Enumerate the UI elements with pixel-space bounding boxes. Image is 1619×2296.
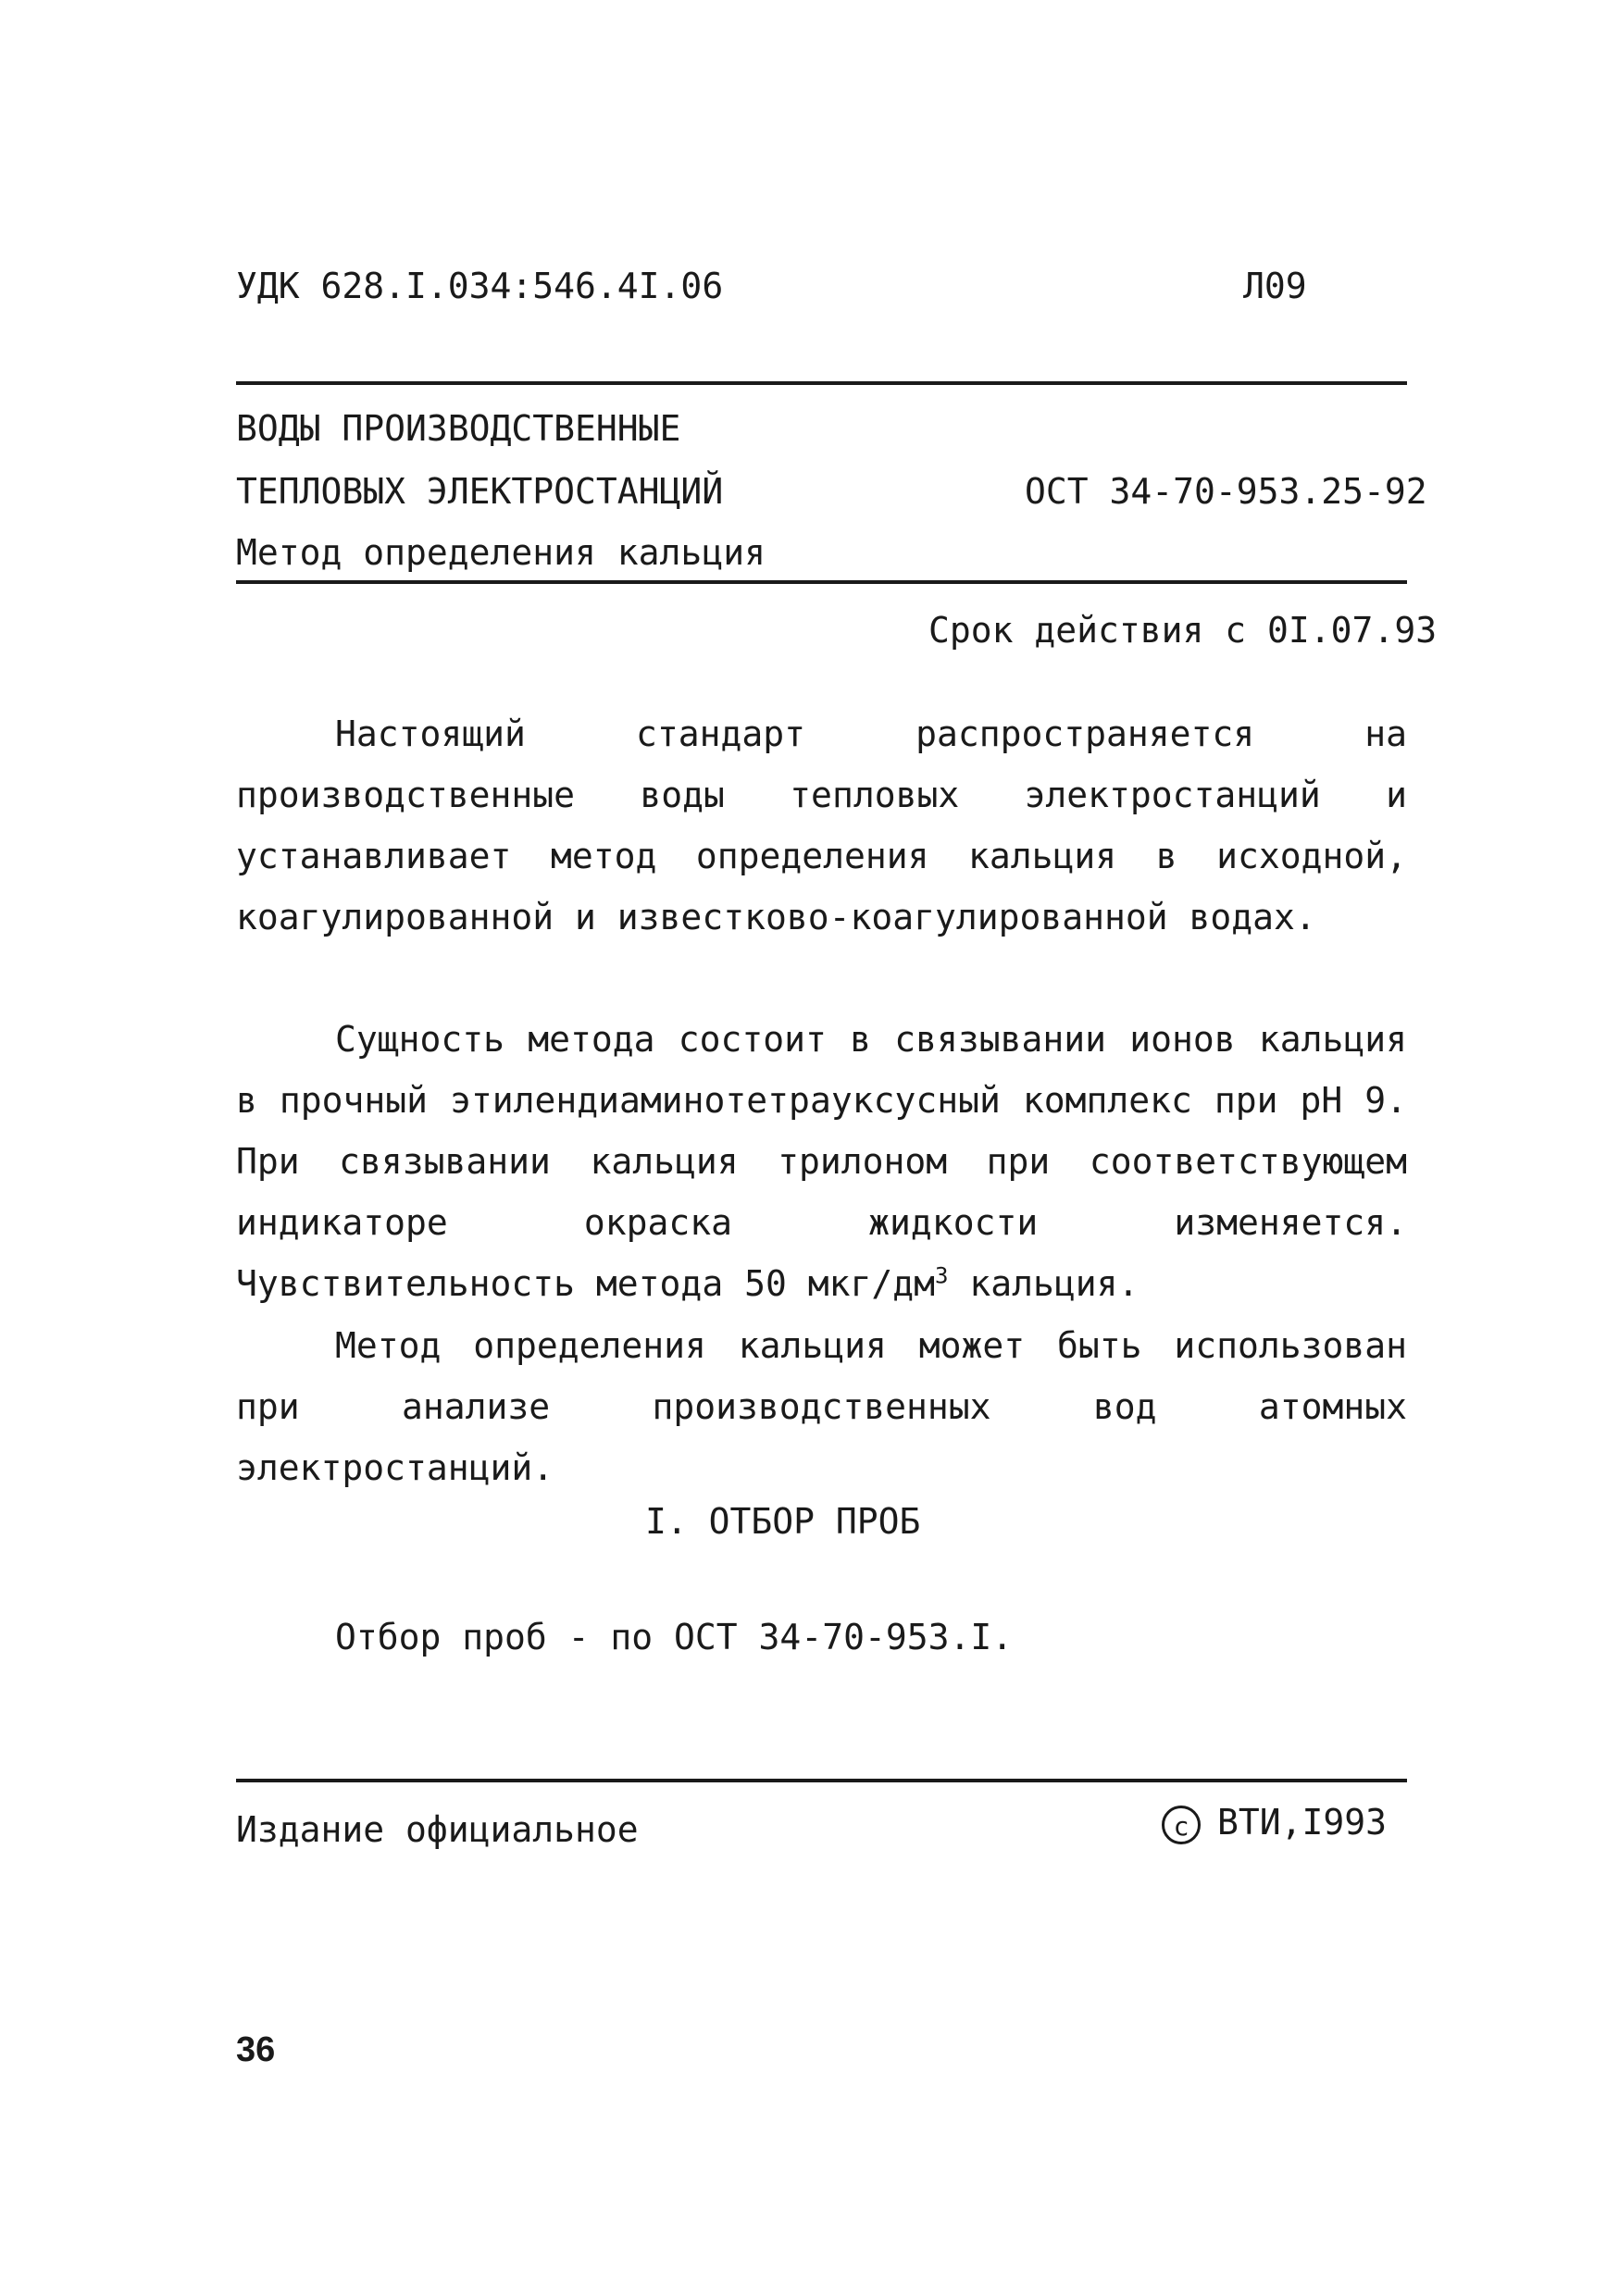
- page-number: 36: [236, 2030, 276, 2069]
- edition-label: Издание официальное: [236, 1809, 639, 1850]
- footer-rule: [236, 1779, 1407, 1782]
- sampling-text: Отбор проб - по ОСТ 34-70-953.I.: [335, 1617, 1014, 1657]
- cubic-superscript: 3: [934, 1262, 949, 1289]
- applicability-paragraph: Метод определения кальция может быть использован при анализе производственных вод атомных электростанций.: [236, 1325, 1407, 1488]
- validity-date: Срок действия с 0I.07.93: [928, 610, 1438, 651]
- title-line-2: ТЕПЛОВЫХ ЭЛЕКТРОСТАНЦИЙ: [236, 471, 724, 512]
- title-line-1: ВОДЫ ПРОИЗВОДСТВЕННЫЕ: [236, 408, 681, 449]
- copyright-icon: c: [1162, 1806, 1201, 1844]
- method-essence-paragraph: [236, 1009, 1407, 1314]
- method-essence-tail: кальция.: [948, 1263, 1140, 1304]
- standard-number: ОСТ 34-70-953.25-92: [1025, 471, 1427, 512]
- title-line-3: Метод определения кальция: [236, 532, 766, 573]
- intro-paragraph: Настоящий стандарт распространяется на производственные воды тепловых электростанций и устанавливает метод определения кальция в исходной, коагулированной и известково-коагулированной водах.: [236, 714, 1407, 937]
- section-heading: I. ОТБОР ПРОБ: [645, 1501, 921, 1542]
- title-bottom-rule: [236, 580, 1407, 584]
- udk-code: УДК 628.I.034:546.4I.06: [236, 266, 724, 306]
- copyright: [1162, 1802, 1388, 1844]
- copyright-holder: ВТИ,I993: [1217, 1802, 1388, 1843]
- top-rule: [236, 381, 1407, 385]
- method-essence-text: Сущность метода состоит в связывании ионов кальция в прочный этилендиаминотетрауксусный комплекс при рН 9. При связывании кальция трилоном при соответствующем индикаторе окраска жидкости изменяется. Чувствительность метода 50 мкг/дм: [236, 1019, 1407, 1304]
- document-code: Л09: [1243, 266, 1307, 306]
